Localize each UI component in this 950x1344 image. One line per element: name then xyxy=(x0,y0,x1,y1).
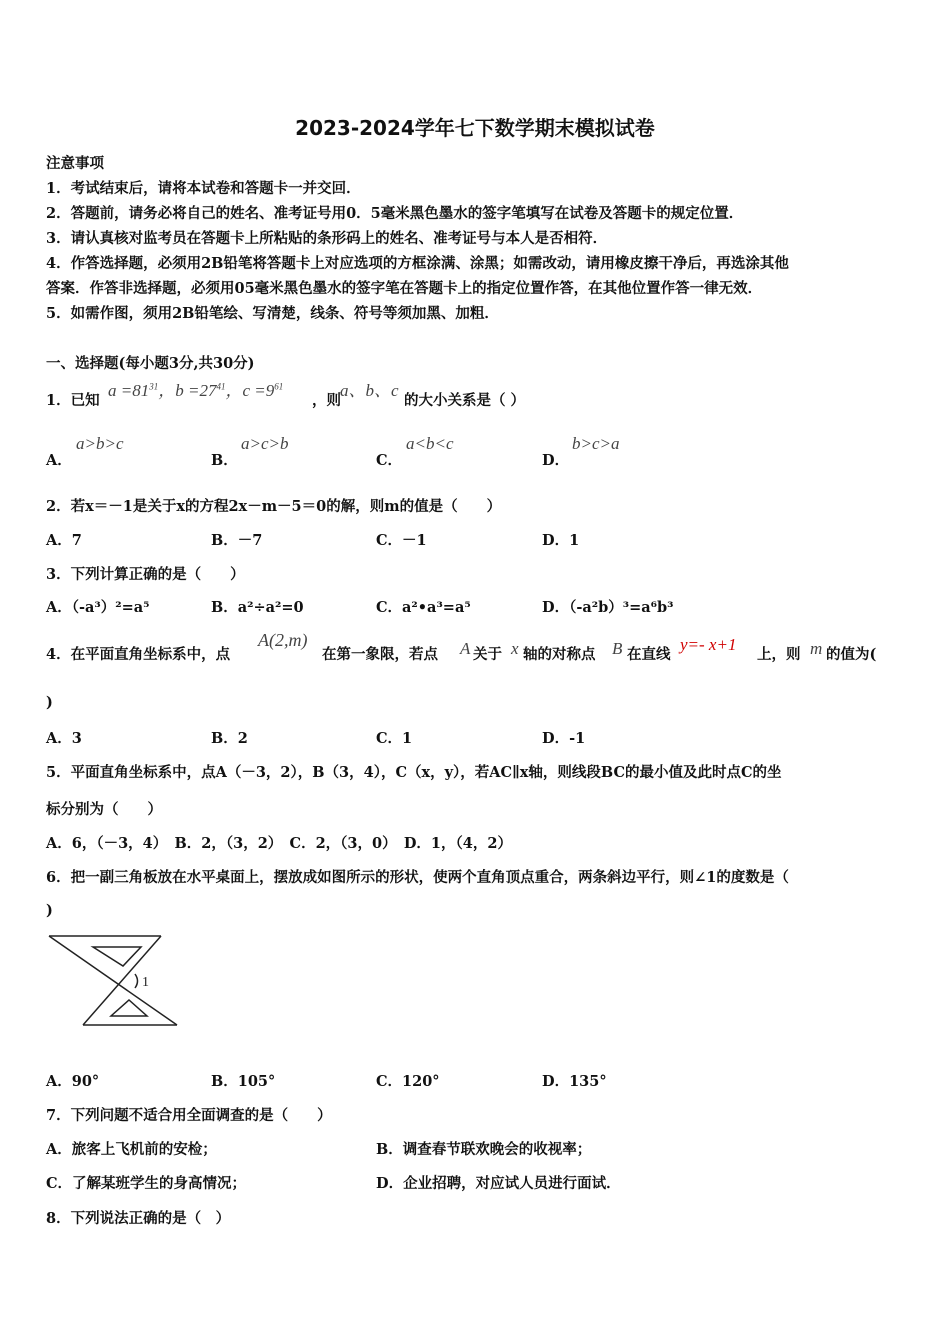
q1-option-label: D． xyxy=(542,452,570,469)
q7-stem: 7．下列问题不适合用全面调查的是（ ） xyxy=(46,1107,332,1124)
q4-close: ) xyxy=(46,694,53,711)
q3-stem: 3．下列计算正确的是（ ） xyxy=(46,566,245,583)
angle-label: 1 xyxy=(142,975,149,990)
q7-option: D．企业招聘，对应试人员进行面试． xyxy=(376,1175,621,1192)
q1-option-label: A． xyxy=(46,452,72,469)
q1-expression: $a =81^{31}$，$b =27^{41}$，$c =9^{61}$ xyxy=(108,381,284,400)
q6-stem: 6．把一副三角板放在水平桌面上，摆放成如图所示的形状，使两个直角顶点重合，两条斜边平行，则∠1的度数是（ xyxy=(46,869,789,886)
q3-option: C．a²•a³=a⁵ xyxy=(376,599,471,616)
q1-option-label: C． xyxy=(376,452,403,469)
q6-option: B．105° xyxy=(211,1073,276,1090)
q4-text: 的值为( xyxy=(826,646,877,663)
q6-option: D．135° xyxy=(542,1073,607,1090)
q2-option: C．－1 xyxy=(376,532,427,549)
q1-option-label: B． xyxy=(211,452,238,469)
q4-var: m xyxy=(810,639,823,658)
notice-item: 5．如需作图，须用2B铅笔绘、写清楚，线条、符号等须加黑、加粗． xyxy=(46,305,499,322)
q3-option: A．（-a³）²=a⁵ xyxy=(46,599,150,616)
q5-stem-cont: 标分别为（ ） xyxy=(46,801,162,818)
notice-heading: 注意事项 xyxy=(46,155,104,172)
q2-option: D．1 xyxy=(542,532,580,549)
notice-item: 3．请认真核对监考员在答题卡上所粘贴的条形码上的姓名、准考证号与本人是否相符． xyxy=(46,230,608,247)
q7-option: C．了解某班学生的身高情况； xyxy=(46,1175,247,1192)
q6-option: A．90° xyxy=(46,1073,100,1090)
q3-option: B．a²÷a²=0 xyxy=(211,599,304,616)
q1-sep: ，则 xyxy=(312,392,341,409)
q1-option: a<b<c xyxy=(406,434,454,453)
notice-item: 4．作答选择题，必须用2B铅笔将答题卡上对应选项的方框涂满、涂黑；如需改动，请用橡皮擦干净后，再选涂其他 xyxy=(46,255,789,272)
q4-text: 关于 xyxy=(473,646,502,663)
q7-option: B．调查春节联欢晚会的收视率； xyxy=(376,1141,592,1158)
q5-stem: 5．平面直角坐标系中，点A（－3，2），B（3，4），C（x，y），若AC∥x轴，则线段BC的最小值及此时点C的坐 xyxy=(46,764,782,781)
q8-stem: 8．下列说法正确的是（ ） xyxy=(46,1210,231,1227)
q4-var: A xyxy=(460,639,471,658)
q2-stem: 2．若x＝－1是关于x的方程2x－m－5＝0的解，则m的值是（ ） xyxy=(46,498,502,515)
q4-point: A(2,m) xyxy=(258,630,308,650)
q4-option: A．3 xyxy=(46,730,82,747)
section-heading: 一、选择题(每小题3分,共30分) xyxy=(46,355,255,372)
q1-option: a>c>b xyxy=(241,434,289,453)
q4-line-equation: y=- x+1 xyxy=(680,635,737,654)
q7-option: A．旅客上飞机前的安检； xyxy=(46,1141,217,1158)
q4-text: 在直线 xyxy=(627,646,671,663)
q4-prefix: 4．在平面直角坐标系中，点 xyxy=(46,646,231,663)
page-title: 2023-2024学年七下数学期末模拟试卷 xyxy=(295,116,655,140)
notice-item: 2．答题前，请务必将自己的姓名、准考证号用0．5毫米黑色墨水的签字笔填写在试卷及答题卡的规定位置． xyxy=(46,205,744,222)
notice-item: 答案．作答非选择题，必须用05毫米黑色墨水的签字笔在答题卡上的指定位置作答，在其他位置作答一律无效． xyxy=(46,280,763,297)
q1-suffix: 的大小关系是（ ） xyxy=(404,392,526,409)
q5-options: A．6，（－3，4） B．2，（3，2） C．2，（3，0） D．1，（4，2） xyxy=(46,835,512,852)
q4-option: D．-1 xyxy=(542,730,586,747)
q3-option: D．（-a²b）³=a⁶b³ xyxy=(542,599,674,616)
notice-item: 1．考试结束后，请将本试卷和答题卡一并交回． xyxy=(46,180,361,197)
q1-option: b>c>a xyxy=(572,434,620,453)
triangle-figure xyxy=(45,932,185,1032)
q1-prefix: 1．已知 xyxy=(46,392,100,409)
q4-var: x xyxy=(511,639,519,658)
q2-option: A．7 xyxy=(46,532,82,549)
q6-stem-cont: ) xyxy=(46,902,53,919)
q4-option: C．1 xyxy=(376,730,413,747)
q6-option: C．120° xyxy=(376,1073,440,1090)
q2-option: B．－7 xyxy=(211,532,263,549)
q1-option: a>b>c xyxy=(76,434,124,453)
q4-option: B．2 xyxy=(211,730,248,747)
q4-var: B xyxy=(612,639,623,658)
q4-text: 轴的对称点 xyxy=(523,646,596,663)
q1-vars: a、b、c xyxy=(340,381,399,400)
q4-text: 上，则 xyxy=(757,646,801,663)
q4-text: 在第一象限，若点 xyxy=(322,646,438,663)
